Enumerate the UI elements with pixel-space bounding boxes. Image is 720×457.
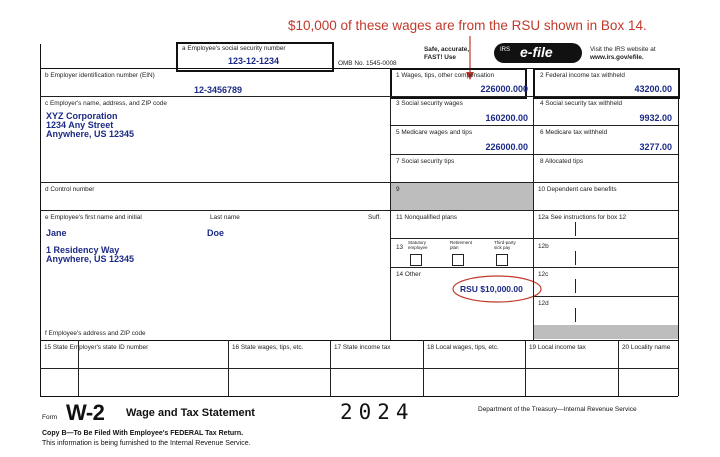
state-divider-d [423, 340, 424, 396]
safe-line-2: FAST! Use [424, 54, 456, 61]
box-b-value: 12-3456789 [194, 85, 243, 95]
box12c-divider [575, 279, 576, 293]
row-line-b [40, 96, 390, 97]
copy-b-line: Copy B—To Be Filed With Employee's FEDERAL Tax Return. [42, 430, 244, 437]
box12a-divider [575, 222, 576, 236]
box-c-label: c Employer's name, address, and ZIP code [45, 100, 167, 107]
box9-label: 9 [396, 186, 400, 193]
box9-shaded [391, 183, 533, 210]
box1-label: 1 Wages, tips, other compensation [396, 72, 495, 79]
employee-first-name: Jane [46, 228, 67, 238]
statutory-employee-checkbox[interactable] [410, 254, 422, 266]
box11-label: 11 Nonqualified plans [396, 214, 457, 221]
box1-value: 226000.000 [480, 84, 528, 94]
box12a-label: 12a See instructions for box 12 [538, 214, 627, 221]
box-e-label: e Employee's first name and initial [45, 214, 142, 221]
box3-value: 160200.00 [485, 113, 528, 123]
box5-label: 5 Medicare wages and tips [396, 129, 473, 136]
form-name: W-2 [66, 400, 105, 425]
state-row-mid [40, 368, 678, 369]
omb-number: OMB No. 1545-0008 [338, 60, 397, 67]
row-line-14 [390, 267, 533, 268]
box14-value: RSU $10,000.00 [460, 284, 523, 294]
row-line-12d [533, 296, 678, 297]
row-line-11 [390, 210, 678, 211]
box10-label: 10 Dependent care benefits [538, 186, 617, 193]
box2-value: 43200.00 [634, 84, 672, 94]
box6-value: 3277.00 [639, 142, 672, 152]
box12d-label: 12d [538, 300, 549, 307]
tax-year: 2024 [340, 400, 415, 424]
box12b-label: 12b [538, 243, 549, 250]
row-line-5 [390, 125, 678, 126]
efile-logo: IRS e-file [494, 43, 582, 63]
box16-label: 16 State wages, tips, etc. [232, 344, 304, 351]
box20-label: 20 Locality name [622, 344, 671, 351]
frame-bottom [40, 396, 678, 397]
visit-line-2: www.irs.gov/efile. [590, 54, 644, 61]
state-row-top [40, 340, 678, 341]
ssn-value: 123-12-1234 [228, 56, 280, 66]
retirement-plan-checkbox[interactable] [452, 254, 464, 266]
box-b-label: b Employer identification number (EIN) [45, 72, 155, 79]
row-line-e [40, 210, 390, 211]
state-divider-b [228, 340, 229, 396]
frame-right [678, 68, 679, 396]
ssn-label: a Employee's social security number [182, 45, 286, 52]
info-line: This information is being furnished to the Internal Revenue Service. [42, 440, 251, 447]
box-c-line-1: XYZ Corporation [46, 111, 118, 121]
box3-label: 3 Social security wages [396, 100, 463, 107]
box12c-label: 12c [538, 271, 549, 278]
box18-label: 18 Local wages, tips, etc. [427, 344, 499, 351]
employee-last-name: Doe [207, 228, 225, 238]
box12d-divider [575, 308, 576, 322]
box5-value: 226000.00 [485, 142, 528, 152]
box-d-label: d Control number [45, 186, 95, 193]
employee-address-2: Anywhere, US 12345 [46, 254, 135, 264]
box-c-line-3: Anywhere, US 12345 [46, 129, 135, 139]
third-party-sick-pay-checkbox[interactable] [496, 254, 508, 266]
box15-label: 15 State Employer's state ID number [44, 344, 149, 351]
box4-label: 4 Social security tax withheld [540, 100, 623, 107]
state-divider-c [330, 340, 331, 396]
box8-label: 8 Allocated tips [540, 158, 583, 165]
row-line-13 [390, 238, 678, 239]
box13-retirement-label: Retirement plan [450, 240, 473, 250]
column-divider-right [533, 68, 534, 340]
box-e-suff-label: Suff. [368, 214, 382, 221]
row-line-7 [390, 154, 678, 155]
box13-thirdparty-label: Third-party sick pay [494, 240, 516, 250]
box13-label: 13 [396, 244, 404, 251]
state-divider-e [525, 340, 526, 396]
box13-statutory-label: Statutory employee [408, 240, 428, 250]
box-c-line-2: 1234 Any Street [46, 120, 114, 130]
box4-value: 9932.00 [639, 113, 672, 123]
employee-address-1: 1 Residency Way [46, 245, 120, 255]
box12b-divider [575, 251, 576, 265]
box-f-label: f Employee's address and ZIP code [45, 330, 146, 337]
row-line-12c [533, 267, 678, 268]
box14-label: 14 Other [396, 271, 421, 278]
box12-shaded [534, 325, 678, 339]
state-divider-f [618, 340, 619, 396]
safe-line-1: Safe, accurate, [424, 46, 470, 53]
box6-label: 6 Medicare tax withheld [540, 129, 608, 136]
box7-label: 7 Social security tips [396, 158, 455, 165]
department-line: Department of the Treasury—Internal Revenue Service [478, 406, 637, 413]
visit-line-1: Visit the IRS website at [590, 46, 656, 53]
row-line-d [40, 182, 390, 183]
form-word: Form [42, 414, 58, 421]
annotation-text: $10,000 of these wages are from the RSU shown in Box 14. [288, 18, 647, 33]
box-e-last-label: Last name [210, 214, 240, 221]
box17-label: 17 State income tax [334, 344, 391, 351]
box2-label: 2 Federal income tax withheld [540, 72, 625, 79]
box19-label: 19 Local income tax [529, 344, 586, 351]
form-title: Wage and Tax Statement [126, 407, 255, 419]
